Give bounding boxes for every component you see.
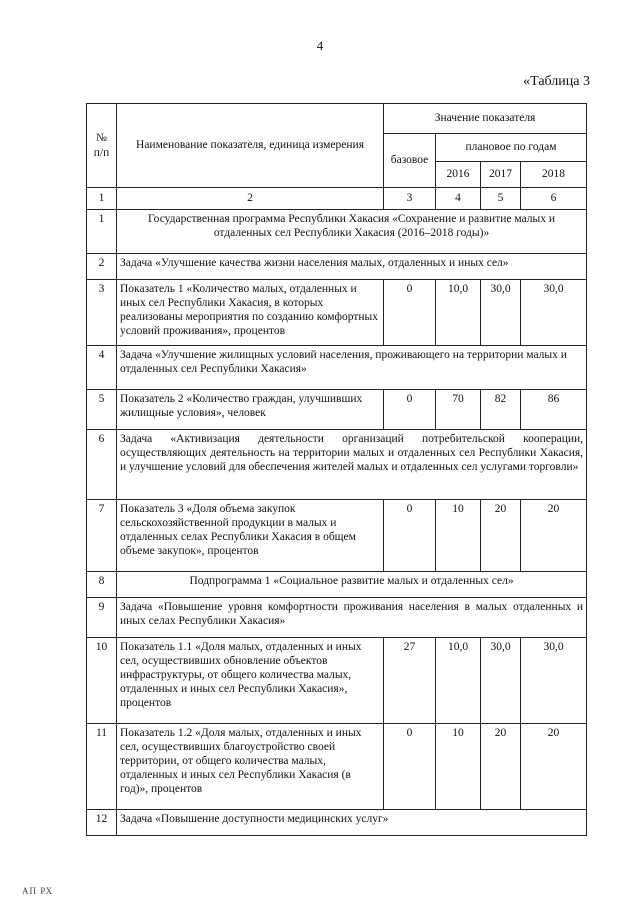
task-text: Задача «Активизация деятельности организаций потребительской кооперации, осуществляющих деятельность на территории малых и отдаленных сел Республики Хакасия, и улучшение условий для обеспечения жителей малых и отдаленных сел услугами торговли» <box>117 430 587 500</box>
row-number: 3 <box>87 280 117 346</box>
header-name: Наименование показателя, единица измерения <box>117 104 384 188</box>
base-value: 0 <box>384 390 436 430</box>
table-row <box>87 210 587 254</box>
row-number: 4 <box>87 346 117 390</box>
column-number: 2 <box>117 188 384 210</box>
column-number: 1 <box>87 188 117 210</box>
indicator-text: Показатель 3 «Доля объема закупок сельскохозяйственной продукции в малых и отдаленных селах Республики Хакасия в общем объеме закупок», процентов <box>117 500 384 572</box>
task-text: Задача «Улучшение жилищных условий населения, проживающего на территории малых и отдаленных сел Республики Хакасия» <box>117 346 587 390</box>
header-num: № п/п <box>87 104 117 188</box>
value-2018: 30,0 <box>521 638 587 724</box>
row-number: 5 <box>87 390 117 430</box>
base-value: 0 <box>384 500 436 572</box>
value-2017: 82 <box>481 390 521 430</box>
header-row <box>87 104 587 134</box>
column-number: 6 <box>521 188 587 210</box>
value-2017: 20 <box>481 500 521 572</box>
header-planned: плановое по годам <box>436 134 587 162</box>
indicator-text: Показатель 1.2 «Доля малых, отдаленных и иных сел, осуществивших благоустройство своей территории, от общего количества малых, отдаленных и иных сел Республики Хакасия (в год)», процентов <box>117 724 384 810</box>
value-2017: 20 <box>481 724 521 810</box>
table-row <box>87 810 587 836</box>
page-number: 4 <box>316 38 324 53</box>
program-title: Государственная программа Республики Хакасия «Сохранение и развитие малых и отдаленных сел Республики Хакасия (2016–2018 годы)» <box>117 210 587 254</box>
table-row <box>87 430 587 500</box>
table-row <box>87 638 587 724</box>
header-base: базовое <box>384 134 436 188</box>
table-row <box>87 724 587 810</box>
value-2016: 10 <box>436 724 481 810</box>
indicator-text: Показатель 2 «Количество граждан, улучшивших жилищные условия», человек <box>117 390 384 430</box>
column-number: 5 <box>481 188 521 210</box>
table-caption: «Таблица 3 <box>523 74 590 89</box>
task-text: Задача «Повышение уровня комфортности проживания населения в малых отдаленных и иных селах Республики Хакасия» <box>117 598 587 638</box>
indicators-table <box>86 103 587 836</box>
table-row <box>87 280 587 346</box>
value-2016: 70 <box>436 390 481 430</box>
table-row <box>87 346 587 390</box>
base-value: 0 <box>384 724 436 810</box>
row-number: 8 <box>87 572 117 598</box>
column-number: 4 <box>436 188 481 210</box>
row-number: 12 <box>87 810 117 836</box>
table-row <box>87 254 587 280</box>
table-row <box>87 598 587 638</box>
subprogram-title: Подпрограмма 1 «Социальное развитие малых и отдаленных сел» <box>117 572 587 598</box>
header-year: 2018 <box>521 162 587 188</box>
value-2016: 10,0 <box>436 280 481 346</box>
task-text: Задача «Повышение доступности медицинских услуг» <box>117 810 587 836</box>
table-row <box>87 572 587 598</box>
value-2018: 30,0 <box>521 280 587 346</box>
value-2018: 20 <box>521 724 587 810</box>
row-number: 10 <box>87 638 117 724</box>
base-value: 27 <box>384 638 436 724</box>
task-text: Задача «Улучшение качества жизни населения малых, отдаленных и иных сел» <box>117 254 587 280</box>
value-2017: 30,0 <box>481 638 521 724</box>
indicator-text: Показатель 1.1 «Доля малых, отдаленных и иных сел, осуществивших обновление объектов инфраструктуры, от общего количества малых, отдаленных и иных сел Республики Хакасия», процентов <box>117 638 384 724</box>
row-number: 11 <box>87 724 117 810</box>
value-2018: 20 <box>521 500 587 572</box>
row-number: 6 <box>87 430 117 500</box>
row-number: 7 <box>87 500 117 572</box>
table-row <box>87 500 587 572</box>
table-row <box>87 390 587 430</box>
indicator-text: Показатель 1 «Количество малых, отдаленных и иных сел Республики Хакасия, в которых реализованы мероприятия по созданию комфортных условий проживания», процентов <box>117 280 384 346</box>
value-2016: 10 <box>436 500 481 572</box>
row-number: 1 <box>87 210 117 254</box>
column-numbers-row <box>87 188 587 210</box>
value-2016: 10,0 <box>436 638 481 724</box>
header-year: 2016 <box>436 162 481 188</box>
header-value: Значение показателя <box>384 104 587 134</box>
base-value: 0 <box>384 280 436 346</box>
row-number: 9 <box>87 598 117 638</box>
row-number: 2 <box>87 254 117 280</box>
value-2017: 30,0 <box>481 280 521 346</box>
column-number: 3 <box>384 188 436 210</box>
footer-code: АП РХ <box>22 886 54 896</box>
header-year: 2017 <box>481 162 521 188</box>
value-2018: 86 <box>521 390 587 430</box>
